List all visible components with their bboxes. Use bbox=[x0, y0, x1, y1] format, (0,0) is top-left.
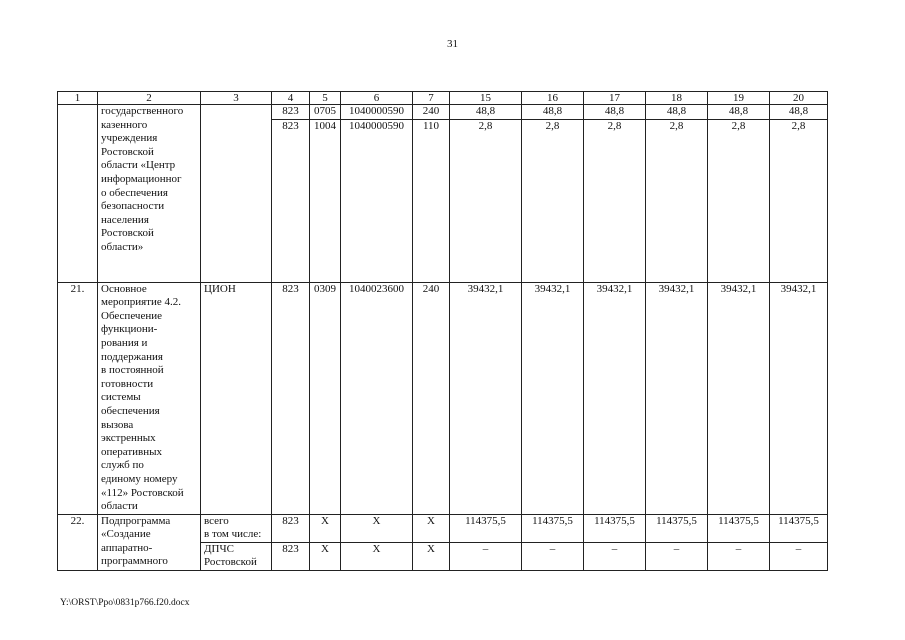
value-cell: 48,8 bbox=[646, 105, 708, 120]
code-cell: 1040000590 bbox=[341, 119, 413, 282]
executor-cell: ЦИОН bbox=[201, 282, 272, 514]
code-cell: 823 bbox=[272, 542, 310, 570]
value-cell: 2,8 bbox=[770, 119, 828, 282]
code-cell: Х bbox=[310, 514, 341, 542]
value-cell: 2,8 bbox=[708, 119, 770, 282]
code-cell: Х bbox=[341, 542, 413, 570]
code-cell: 823 bbox=[272, 514, 310, 542]
code-cell: 1040023600 bbox=[341, 282, 413, 514]
col-header: 2 bbox=[98, 92, 201, 105]
code-cell: Х bbox=[413, 514, 450, 542]
code-cell: 823 bbox=[272, 105, 310, 120]
value-cell: 48,8 bbox=[450, 105, 522, 120]
value-cell: 39432,1 bbox=[770, 282, 828, 514]
page-number: 31 bbox=[447, 38, 458, 50]
value-cell: 2,8 bbox=[646, 119, 708, 282]
value-cell: 48,8 bbox=[522, 105, 584, 120]
value-cell: – bbox=[646, 542, 708, 570]
value-cell: 39432,1 bbox=[450, 282, 522, 514]
value-cell: 48,8 bbox=[770, 105, 828, 120]
value-cell: – bbox=[584, 542, 646, 570]
value-cell: 2,8 bbox=[584, 119, 646, 282]
value-cell: 114375,5 bbox=[584, 514, 646, 542]
code-cell: 1040000590 bbox=[341, 105, 413, 120]
code-cell: Х bbox=[310, 542, 341, 570]
col-header: 3 bbox=[201, 92, 272, 105]
value-cell: – bbox=[522, 542, 584, 570]
code-cell: 240 bbox=[413, 105, 450, 120]
event-name-cell: Подпрограмма «Создание аппаратно- программного bbox=[98, 514, 201, 570]
value-cell: 2,8 bbox=[450, 119, 522, 282]
event-name-cell: государственного казенного учреждения Ростовской области «Центр информационног о обеспечения безопасности населения Ростовской области» bbox=[98, 105, 201, 283]
row-number-cell bbox=[58, 105, 98, 283]
value-cell: – bbox=[770, 542, 828, 570]
executor-cell: ДПЧС Ростовской bbox=[201, 542, 272, 570]
table-row bbox=[58, 514, 828, 542]
code-cell: 0705 bbox=[310, 105, 341, 120]
value-cell: 114375,5 bbox=[450, 514, 522, 542]
value-cell: 114375,5 bbox=[708, 514, 770, 542]
executor-cell bbox=[201, 105, 272, 283]
value-cell: – bbox=[708, 542, 770, 570]
table-row bbox=[58, 282, 828, 514]
value-cell: 39432,1 bbox=[522, 282, 584, 514]
col-header: 16 bbox=[522, 92, 584, 105]
value-cell: 39432,1 bbox=[646, 282, 708, 514]
col-header: 18 bbox=[646, 92, 708, 105]
event-name-cell: Основное мероприятие 4.2. Обеспечение функциони- рования и поддержания в постоянной готовности системы обеспечения вызова экстренных оперативных служб по единому номеру «112» Ростовской области bbox=[98, 282, 201, 514]
value-cell: 114375,5 bbox=[522, 514, 584, 542]
value-cell: 48,8 bbox=[708, 105, 770, 120]
col-header: 15 bbox=[450, 92, 522, 105]
row-number-cell: 21. bbox=[58, 282, 98, 514]
col-header: 5 bbox=[310, 92, 341, 105]
col-header: 1 bbox=[58, 92, 98, 105]
code-cell: 823 bbox=[272, 282, 310, 514]
value-cell: 39432,1 bbox=[584, 282, 646, 514]
col-header: 19 bbox=[708, 92, 770, 105]
code-cell: Х bbox=[413, 542, 450, 570]
table-row bbox=[58, 105, 828, 120]
footer-file-path: Y:\ORST\Ppo\0831p766.f20.docx bbox=[60, 598, 190, 608]
col-header: 6 bbox=[341, 92, 413, 105]
code-cell: 240 bbox=[413, 282, 450, 514]
column-number-row bbox=[58, 92, 828, 105]
value-cell: 2,8 bbox=[522, 119, 584, 282]
value-cell: 114375,5 bbox=[770, 514, 828, 542]
row-number-cell: 22. bbox=[58, 514, 98, 570]
value-cell: – bbox=[450, 542, 522, 570]
code-cell: 823 bbox=[272, 119, 310, 282]
executor-cell: всего в том числе: bbox=[201, 514, 272, 542]
budget-table bbox=[57, 91, 828, 571]
code-cell: Х bbox=[341, 514, 413, 542]
code-cell: 1004 bbox=[310, 119, 341, 282]
value-cell: 48,8 bbox=[584, 105, 646, 120]
code-cell: 0309 bbox=[310, 282, 341, 514]
col-header: 20 bbox=[770, 92, 828, 105]
col-header: 7 bbox=[413, 92, 450, 105]
col-header: 4 bbox=[272, 92, 310, 105]
value-cell: 39432,1 bbox=[708, 282, 770, 514]
code-cell: 110 bbox=[413, 119, 450, 282]
col-header: 17 bbox=[584, 92, 646, 105]
value-cell: 114375,5 bbox=[646, 514, 708, 542]
